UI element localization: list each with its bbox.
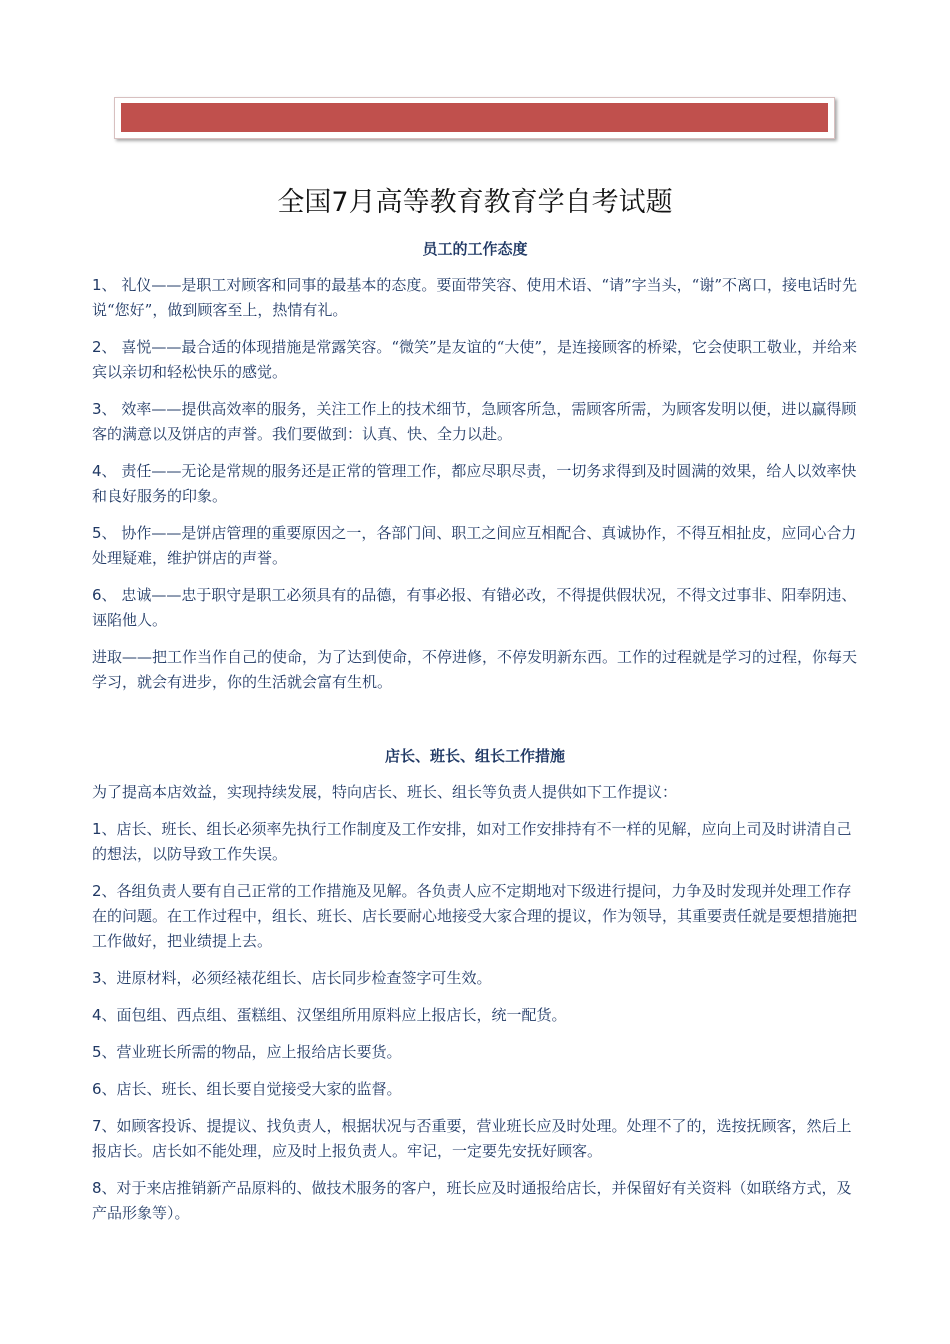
item-number: 6	[92, 1080, 102, 1098]
item-number: 4、	[92, 462, 117, 480]
measures-item-3	[92, 966, 860, 991]
item-text: 、面包组、西点组、蛋糕组、汉堡组所用原料应上报店长，统一配货。	[101, 1006, 567, 1024]
item-text: 、对于来店推销新产品原料的、做技术服务的客户，班长应及时通报给店长，并保留好有关资料（如联络方式，及产品形象等）。	[92, 1179, 852, 1222]
item-text: 、如顾客投诉、提提议、找负责人，根据状况与否重要，营业班长应及时处理。处理不了的，选按抚顾客，然后上报店长。店长如不能处理，应及时上报负责人。牢记，一定要先安抚好顾客。	[92, 1117, 852, 1160]
item-number: 1、	[92, 276, 117, 294]
item-text: 协作——是饼店管理的重要原因之一，各部门间、职工之间应互相配合、真诚协作，不得互相扯皮，应同心合力处理疑难，维护饼店的声誉。	[92, 524, 857, 567]
item-text: 、各组负责人要有自己正常的工作措施及见解。各负责人应不定期地对下级进行提问，力争及时发现并处理工作存在的问题。在工作过程中，组长、班长、店长要耐心地接受大家合理的提议，作为领导，其重要责任就是要想措施把工作做好，把业绩提上去。	[92, 882, 858, 950]
item-text: 、店长、班长、组长要自觉接受大家的监督。	[101, 1080, 402, 1098]
item-text: 喜悦——最合适的体现措施是常露笑容。“微笑”是友谊的“大使”，是连接顾客的桥梁，它会使职工敬业，并给来宾以亲切和轻松快乐的感觉。	[92, 338, 857, 381]
measures-intro: 为了提高本店效益，实现持续发展，特向店长、班长、组长等负责人提供如下工作提议：	[92, 783, 678, 801]
document-title: 全国7月高等教育教育学自考试题	[277, 187, 673, 218]
attitude-closing: 进取——把工作当作自己的使命，为了达到使命，不停进修，不停发明新东西。工作的过程就是学习的过程，你每天学习，就会有进步，你的生活就会富有生机。	[92, 648, 858, 691]
measures-item-8	[92, 1176, 860, 1226]
header-banner	[114, 97, 835, 139]
item-text: 忠诚——忠于职守是职工必须具有的品德，有事必报、有错必改，不得提供假状况，不得文过事非、阳奉阴违、诬陷他人。	[92, 586, 857, 629]
item-number: 2、	[92, 338, 117, 356]
item-text: 、营业班长所需的物品，应上报给店长要货。	[101, 1043, 402, 1061]
item-text: 礼仪——是职工对顾客和同事的最基本的态度。要面带笑容、使用术语、“请”字当头，“谢”不离口，接电话时先说“您好”，做到顾客至上，热情有礼。	[92, 276, 857, 319]
attitude-item-5	[92, 521, 860, 571]
section-heading-work-attitude: 员工的工作态度	[422, 240, 528, 258]
item-text: 效率——提供高效率的服务，关注工作上的技术细节，急顾客所急，需顾客所需，为顾客发明以便，进以赢得顾客的满意以及饼店的声誉。我们要做到：认真、快、全力以赴。	[92, 400, 857, 443]
item-text: 责任——无论是常规的服务还是正常的管理工作，都应尽职尽责，一切务求得到及时圆满的效果，给人以效率快和良好服务的印象。	[92, 462, 857, 505]
measures-item-2	[92, 879, 860, 954]
item-text: 、店长、班长、组长必须率先执行工作制度及工作安排，如对工作安排持有不一样的见解，应向上司及时讲清自己的想法，以防导致工作失误。	[92, 820, 852, 863]
item-number: 3、	[92, 400, 117, 418]
attitude-item-4	[92, 459, 860, 509]
attitude-item-3	[92, 397, 860, 447]
measures-item-4	[92, 1003, 860, 1028]
measures-item-6	[92, 1077, 860, 1102]
item-number: 3	[92, 969, 102, 987]
item-number: 5、	[92, 524, 117, 542]
item-number: 2	[92, 882, 102, 900]
item-number: 8	[92, 1179, 102, 1197]
section-heading-manager-measures: 店长、班长、组长工作措施	[384, 747, 565, 765]
item-number: 6、	[92, 586, 117, 604]
attitude-item-6	[92, 583, 860, 633]
item-text: 、进原材料，必须经裱花组长、店长同步检查签字可生效。	[101, 969, 492, 987]
item-number: 4	[92, 1006, 102, 1024]
attitude-item-2	[92, 335, 860, 385]
banner-red-bar	[121, 103, 828, 132]
attitude-item-1	[92, 273, 860, 323]
measures-item-1	[92, 817, 860, 867]
item-number: 7	[92, 1117, 102, 1135]
item-number: 5	[92, 1043, 102, 1061]
item-number: 1	[92, 820, 102, 838]
measures-item-7	[92, 1114, 860, 1164]
measures-item-5	[92, 1040, 860, 1065]
